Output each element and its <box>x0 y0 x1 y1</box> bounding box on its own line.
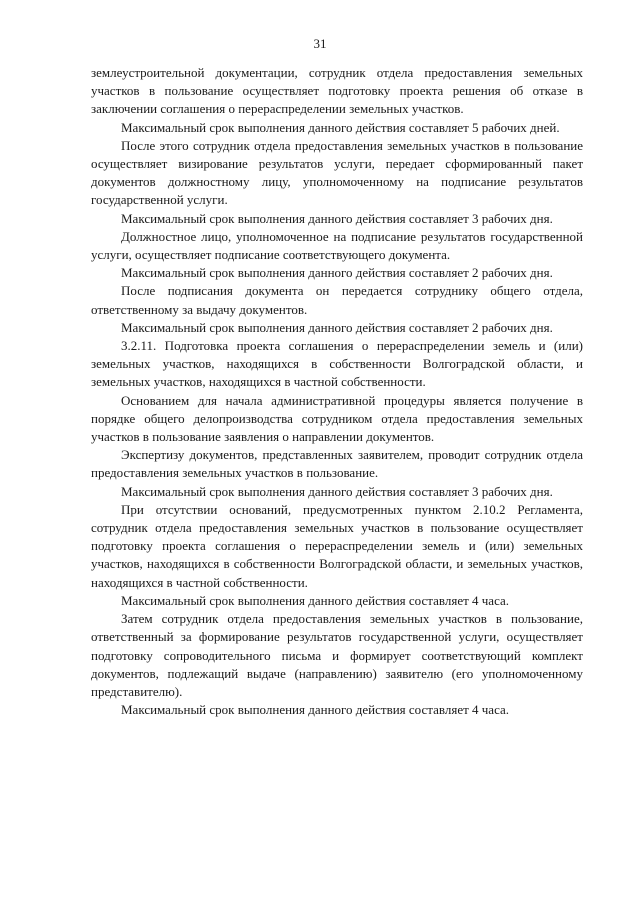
paragraph: землеустроительной документации, сотрудник отдела предоставления земельных участков в пользование осуществляет подготовку проекта решения об отказе в заключении соглашения о перераспределении земельных участков. <box>91 65 583 117</box>
paragraph: Максимальный срок выполнения данного действия составляет 3 рабочих дня. <box>121 210 553 226</box>
paragraph: Максимальный срок выполнения данного действия составляет 5 рабочих дней. <box>121 119 560 135</box>
paragraph: Экспертизу документов, представленных заявителем, проводит сотрудник отдела предоставления земельных участков в пользование. <box>91 447 583 481</box>
paragraph: Должностное лицо, уполномоченное на подписание результатов государственной услуги, осуществляет подписание соответствующего документа. <box>91 228 583 263</box>
paragraph: Максимальный срок выполнения данного действия составляет 4 часа. <box>121 592 510 608</box>
paragraph: После подписания документа он передается сотруднику общего отдела, ответственному за выдачу документов. <box>91 283 583 317</box>
paragraph: Максимальный срок выполнения данного действия составляет 2 рабочих дня. <box>121 265 553 281</box>
page-number: 31 <box>313 36 327 51</box>
document-body <box>91 64 583 719</box>
paragraph: Максимальный срок выполнения данного действия составляет 4 часа. <box>121 702 510 718</box>
paragraph: После этого сотрудник отдела предоставления земельных участков в пользование осуществляет визирование результатов услуги, передает сформированный пакет документов должностному лицу, уполномоченному на подписание результатов государственной услуги. <box>91 137 583 208</box>
section-heading-paragraph: 3.2.11. Подготовка проекта соглашения о перераспределении земель и (или) земельных участков, находящихся в собственности Волгоградской области, и земельных участков, находящихся в частной собственности. <box>91 338 583 390</box>
paragraph: При отсутствии оснований, предусмотренных пунктом 2.10.2 Регламента, сотрудник отдела предоставления земельных участков в пользование осуществляет подготовку проекта соглашения о перераспределении земель и (или) земельных участков, находящихся в собственности Волгоградской области, и земельных участков, находящихся в частной собственности. <box>91 501 583 590</box>
paragraph: Максимальный срок выполнения данного действия составляет 2 рабочих дня. <box>121 319 553 335</box>
paragraph: Максимальный срок выполнения данного действия составляет 3 рабочих дня. <box>121 483 553 499</box>
paragraph: Затем сотрудник отдела предоставления земельных участков в пользование, ответственный за формирование результатов государственной услуги, осуществляет подготовку сопроводительного письма и формирует соответствующий комплект документов, подлежащий выдаче (направлению) заявителю (его уполномоченному представителю). <box>91 611 583 699</box>
paragraph: Основанием для начала административной процедуры является получение в порядке общего делопроизводства сотрудником отдела предоставления земельных участков в пользование заявления о направлении документов. <box>91 392 583 445</box>
